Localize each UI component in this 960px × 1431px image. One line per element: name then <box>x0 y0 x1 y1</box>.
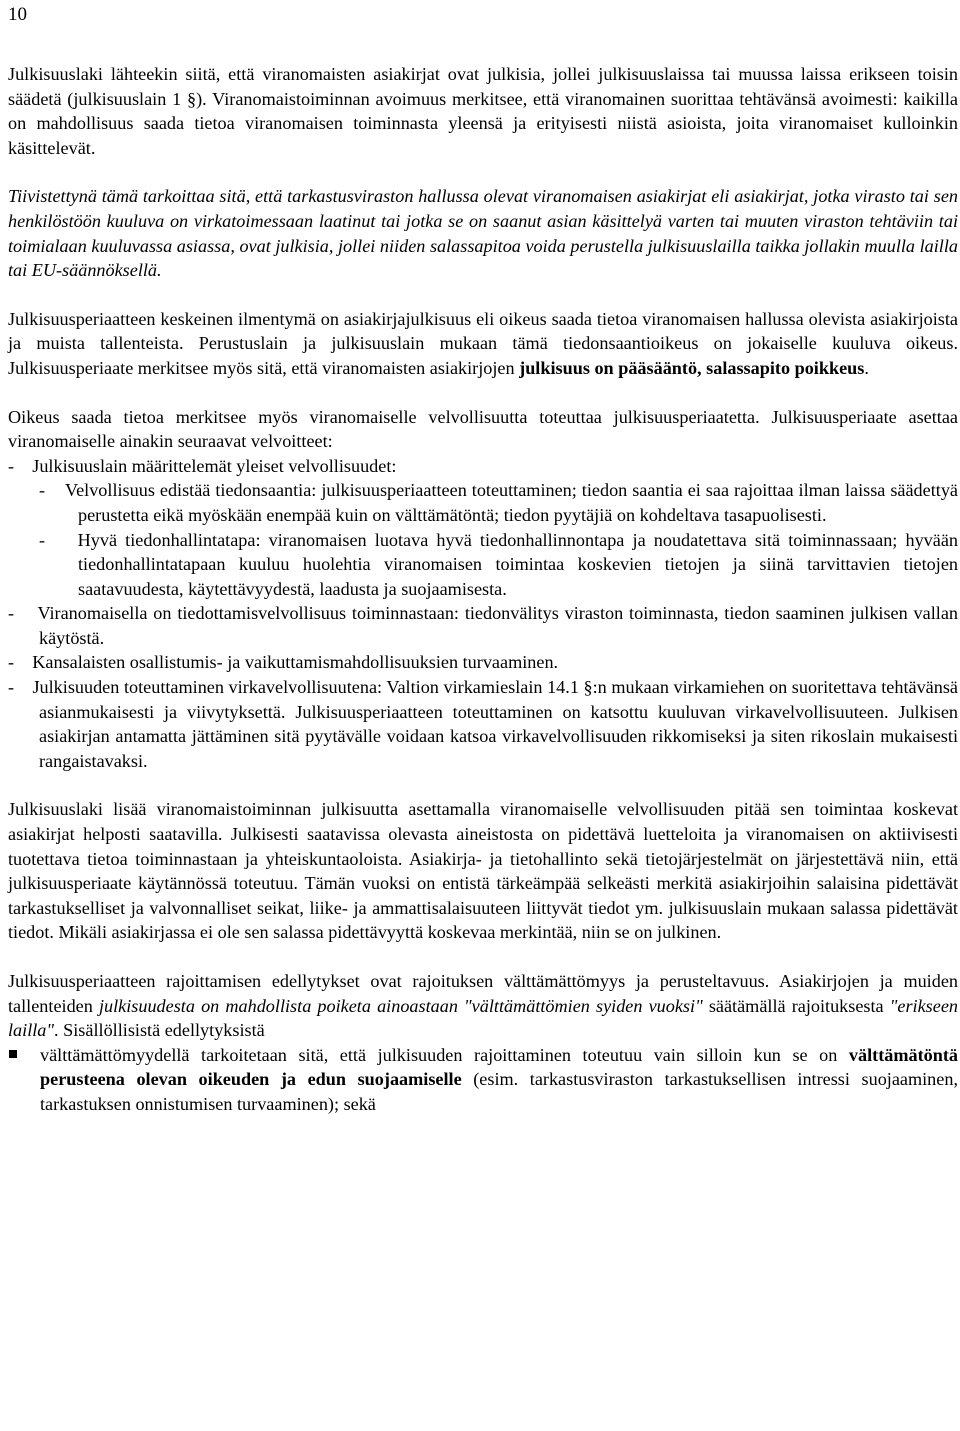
paragraph-restrictions <box>8 969 958 1043</box>
bullet-text: (esim. tarkastusviraston tarkastuksellisen intressi suojaaminen, tarkastuksen onnistumisen turvaaminen); sekä <box>40 1069 958 1114</box>
list-item: - Julkisuuden toteuttaminen virkavelvollisuutena: Valtion virkamieslain 14.1 §:n mukaan virkamiehen on suoritettava tehtävänsä asianmukaisesti ja viivytyksettä. Julkisuusperiaatteen toteuttaminen on katsottu kuuluvan virkavelvollisuuteen. Julkisen asiakirjan antamatta jättäminen sitä pyytävälle voidaan katsoa virkavelvollisuuden rikkomiseksi ja siten rikoslain mukaisesti rangaistavaksi. <box>8 677 958 771</box>
list-item: - Julkisuuslain määrittelemät yleiset velvollisuudet: <box>8 455 397 476</box>
page-number: 10 <box>8 4 27 25</box>
bold-emphasis: julkisuus on pääsääntö, salassapito poikkeus <box>519 357 865 378</box>
list-item-text: Viranomaisella on tiedottamisvelvollisuus toiminnastaan: tiedonvälitys viraston toiminnasta, tiedon saaminen julkisen vallan käytöstä. <box>37 603 958 648</box>
paragraph-availability: Julkisuuslaki lisää viranomaistoiminnan julkisuutta asettamalla viranomaiselle velvollisuuden pitää sen toimintaa koskevat asiakirjat helposti saatavilla. Julkisesti saatavissa olevasta aineistosta on pidettävä luetteloita ja viranomaisen on aktiivisesti tuotettava tietoa toiminnastaan ja yhteiskuntaoloista. Asiakirja- ja tietohallinto sekä tietojärjestelmät on järjestettävä niin, että julkisuusperiaate käytännössä toteutuu. Tämän vuoksi on entistä tärkeämpää selkeästi merkitä asiakirjoihin salaisina pidettävät tarkastukselliset ja valvonnalliset seikat, liike- ja ammattisalaisuuteen liittyvät tiedot ym. julkisuuslain mukaan salassa pidettävät tiedot. Mikäli asiakirjassa ei ole sen salassa pidettävyyttä koskevaa merkintää, niin se on julkinen. <box>8 799 958 943</box>
italic-emphasis: "erikseen lailla" <box>8 995 958 1041</box>
obligations-list <box>8 405 958 774</box>
square-bullet-icon <box>9 1050 17 1058</box>
bullet-item <box>8 1043 958 1117</box>
paragraph-public-access-principle: Julkisuuslaki lähteekin siitä, että viranomaisten asiakirjat ovat julkisia, jollei julkisuuslaissa tai muussa laissa erikseen toisin säädetä (julkisuuslain 1 §). Viranomaistoiminnan avoimuus merkitsee, että viranomainen suorittaa tehtävänsä avoimesti: kaikilla on mahdollisuus saada tietoa viranomaisen toiminnasta yleensä ja erityisesti niistä asioista, joita viranomaiset kulloinkin käsittelevät. <box>8 64 958 158</box>
sub-list-item: - Hyvä tiedonhallintatapa: viranomaisen luotava hyvä tiedonhallinnontapa ja noudatettava sitä toiminnassaan; hyvään tiedonhallintatapaan kuuluu huolehtia viranomaisen toimintaa koskevien tietojen ja siinä tarvittavien tietojen saatavuudesta, käytettävyydestä, laadusta ja suojaamisesta. <box>39 529 958 599</box>
obligations-intro: Oikeus saada tietoa merkitsee myös viranomaiselle velvollisuutta toteuttaa julkisuusperiaatetta. Julkisuusperiaate asettaa viranomaiselle ainakin seuraavat velvoitteet: <box>8 406 958 452</box>
paragraph-text: Julkisuusperiaatteen keskeinen ilmentymä on asiakirjajulkisuus eli oikeus saada tietoa viranomaisen hallussa olevista asiakirjoista ja muista tallenteista. Perustuslain ja julkisuuslain mukaan tämä tiedonsaantioikeus on jokaiselle kuuluva oikeus. Julkisuusperiaate merkitsee myös sitä, että viranomaisten asiakirjojen <box>8 308 958 378</box>
italic-emphasis: julkisuudesta on mahdollista poiketa ainoastaan "välttämättömien syiden vuoksi" <box>98 995 703 1016</box>
list-item-text: Kansalaisten osallistumis- ja vaikuttamismahdollisuuksien turvaaminen. <box>32 652 559 673</box>
paragraph-text: . <box>864 357 869 378</box>
bullet-text: välttämättömyydellä tarkoitetaan sitä, että julkisuuden rajoittaminen toteutuu vain silloin kun se on <box>40 1044 849 1065</box>
bold-emphasis: välttämätöntä perusteena olevan oikeuden ja edun suojaamiselle <box>40 1044 958 1090</box>
sub-list-item: - Velvollisuus edistää tiedonsaantia: julkisuusperiaatteen toteuttaminen; tiedon saantia ei saa rajoittaa ilman laissa säädettyä perustetta eikä myöskään enempää kuin on välttämätöntä; tiedon pyytäjiä on kohdeltava tasapuolisesti. <box>39 480 958 525</box>
list-item-text: Julkisuuslain määrittelemät yleiset velvollisuudet: <box>32 455 397 476</box>
paragraph-document-publicity <box>8 307 958 381</box>
list-item: - Kansalaisten osallistumis- ja vaikuttamismahdollisuuksien turvaaminen. <box>8 652 559 673</box>
paragraph-text: Julkisuusperiaatteen rajoittamisen edellytykset ovat rajoituksen välttämättömyys ja perusteltavuus. Asiakirjojen ja muiden tallenteiden <box>8 971 958 1016</box>
document-body <box>8 62 958 1117</box>
list-item-text: Julkisuuden toteuttaminen virkavelvollisuutena: Valtion virkamieslain 14.1 §:n mukaan virkamiehen on suoritettava tehtävänsä asianmukaisesti ja viivytyksettä. Julkisuusperiaatteen toteuttaminen on katsottu kuuluvan virkavelvollisuuteen. Julkisen asiakirjan antamatta jättäminen sitä pyytävälle voidaan katsoa virkavelvollisuuden rikkomiseksi ja siten rikoslain mukaisesti rangaistavaksi. <box>32 677 958 771</box>
paragraph-summary: Tiivistettynä tämä tarkoittaa sitä, että tarkastusviraston hallussa olevat viranomaisen asiakirjat eli asiakirjat, jotka virasto tai sen henkilöstöön kuuluva on virkatoimessaan laatinut tai jotka se on saanut asian käsittelyä varten tai muuten viraston tehtäviin tai toimialaan kuuluvassa asiassa, ovat julkisia, jollei niiden salassapitoa voida perustella julkisuuslailla taikka jollakin muulla lailla tai EU-säännöksellä. <box>8 186 958 281</box>
paragraph-text: säätämällä rajoituksesta <box>702 995 890 1016</box>
paragraph-text: . Sisällöllisistä edellytyksistä <box>54 1020 265 1041</box>
list-item-text: Hyvä tiedonhallintatapa: viranomaisen luotava hyvä tiedonhallinnontapa ja noudatettava sitä toiminnassaan; hyvään tiedonhallintatapaan kuuluu huolehtia viranomaisen toimintaa koskevien tietojen ja siinä tarvittavien tietojen saatavuudesta, käytettävyydestä, laadusta ja suojaamisesta. <box>77 529 958 599</box>
list-item-text: Velvollisuus edistää tiedonsaantia: julkisuusperiaatteen toteuttaminen; tiedon saantia ei saa rajoittaa ilman laissa säädettyä perustetta eikä myöskään enempää kuin on välttämätöntä; tiedon pyytäjiä on kohdeltava tasapuolisesti. <box>64 480 958 525</box>
list-item: - Viranomaisella on tiedottamisvelvollisuus toiminnastaan: tiedonvälitys viraston toiminnasta, tiedon saaminen julkisen vallan käytöstä. <box>8 603 958 648</box>
